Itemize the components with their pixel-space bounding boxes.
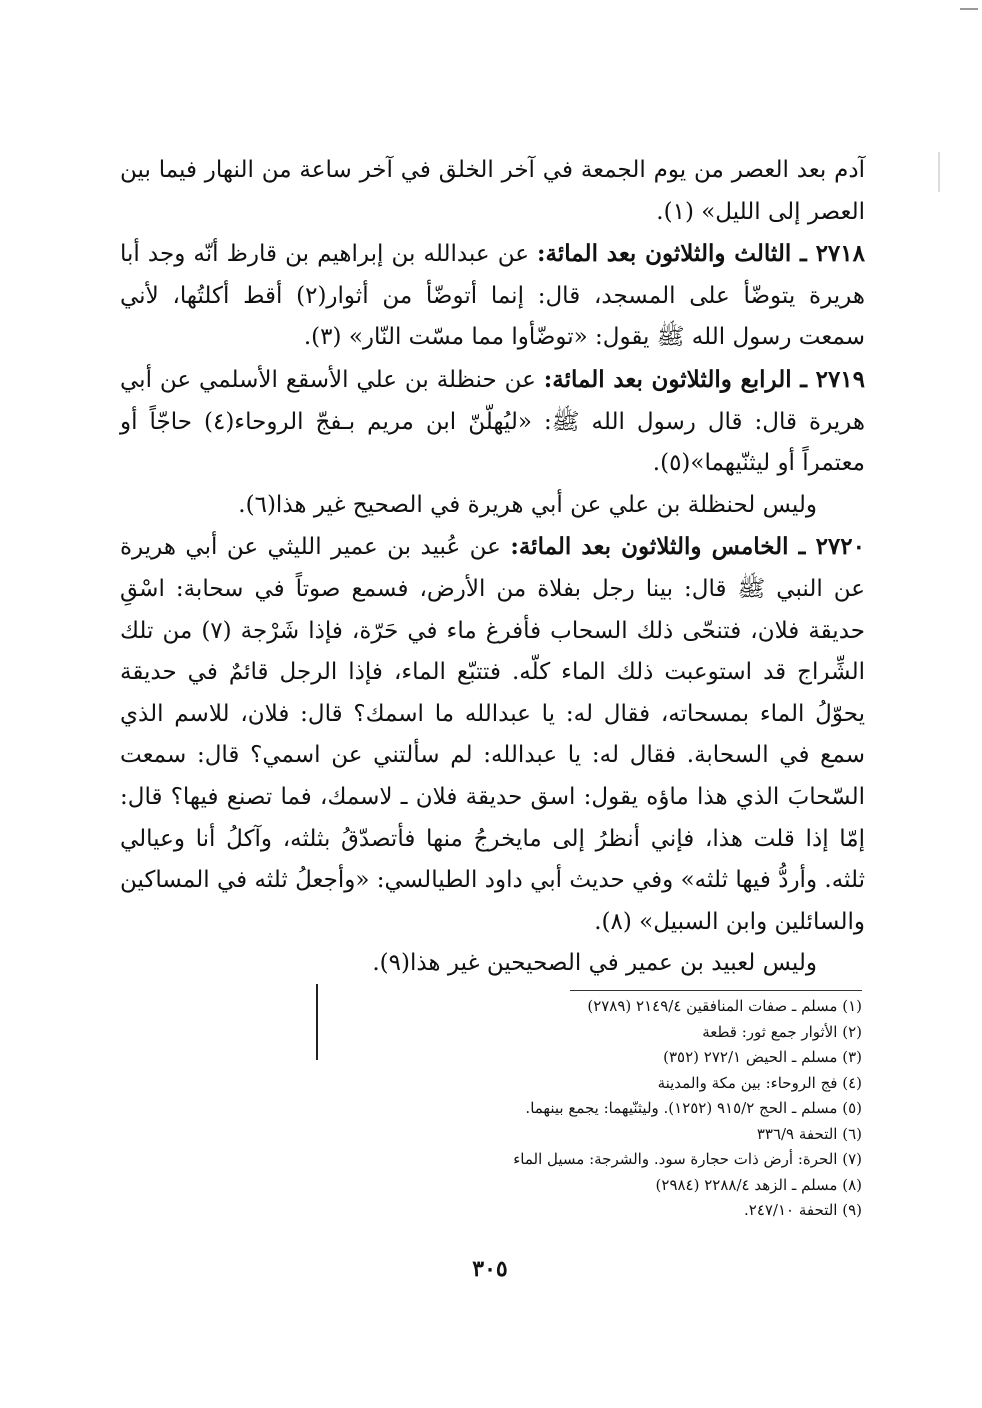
hadith-heading: ٢٧١٩ ـ الرابع والثلاثون بعد المائة: — [543, 365, 866, 393]
footnote: (٤) فج الروحاء: بين مكة والمدينة — [657, 1073, 862, 1092]
note-paragraph: وليس لعبيد بن عمير في الصحيحين غير هذا(٩). — [372, 950, 817, 977]
footnote: (٨) مسلم ـ الزهد ٢٢٨٨/٤ (٢٩٨٤) — [655, 1175, 862, 1194]
footnotes — [420, 994, 862, 1224]
main-text — [120, 150, 865, 985]
footnote: (٦) التحفة ٣٣٦/٩ — [756, 1124, 862, 1143]
footnote: (١) مسلم ـ صفات المنافقين ٢١٤٩/٤ (٢٧٨٩) — [587, 997, 862, 1015]
paragraph-continuation: آدم بعد العصر من يوم الجمعة في آخر الخلق في آخر ساعة من النهار فيما بين العصر إلى الليل» (١). — [120, 157, 865, 225]
footnote: (٧) الحرة: أرض ذات حجارة سود. والشرجة: مسيل الماء — [513, 1150, 862, 1168]
note-paragraph: وليس لحنظلة بن علي عن أبي هريرة في الصحيح غير هذا(٦). — [238, 491, 817, 518]
hadith-heading: ٢٧١٨ ـ الثالث والثلاثون بعد المائة: — [537, 240, 865, 268]
hadith-2719 — [120, 359, 865, 485]
top-edge-mark — [960, 8, 978, 10]
hadith-text: عن حنظلة بن علي الأسقع الأسلمي عن أبي هريرة قال: قال رسول الله ﷺ: «ليُهلّنّ ابن مريم بـفجّ الروحاء(٤) حاجّاً أو معتمراً أو ليثنّيهما»(٥). — [120, 366, 865, 477]
footnote: (٢) الأثوار جمع ثور: قطعة — [702, 1022, 862, 1041]
hadith-heading: ٢٧٢٠ ـ الخامس والثلاثون بعد المائة: — [510, 533, 865, 561]
footnote: (٥) مسلم ـ الحج ٩١٥/٢ (١٢٥٢). وليثنّيهما: يجمع بينهما. — [525, 1099, 862, 1117]
hadith-text: عن عبدالله بن إبراهيم بن قارظ أنّه وجد أبا هريرة يتوضّأ على المسجد، قال: إنما أتوضّأ من أثوار(٢) أقط أكلتُها، لأني سمعت رسول الله ﷺ يقول: «توضّأوا مما مسّت النّار» (٣). — [120, 241, 865, 351]
margin-mark — [938, 152, 940, 192]
margin-line — [316, 984, 318, 1060]
page-number: ٣٠٥ — [472, 1256, 508, 1282]
footnote: (٩) التحفة ٢٤٧/١٠. — [743, 1201, 862, 1219]
hadith-text: عن عُبيد بن عمير الليثي عن أبي هريرة عن النبي ﷺ قال: بينا رجل بفلاة من الأرض، فسمع صوتاً في سحابة: اسْقِ حديقة فلان، فتنحّى ذلك السحاب فأفرغ ماء في حَرّة، فإذا شَرْجة (٧) من تلك الشِّراج قد استوعبت ذلك الماء كلّه. فتتبّع الماء، فإذا الرجل قائمٌ في حديقة يحوّلُ الماء بمسحاته، فقال له: يا عبدالله ما اسمك؟ قال: فلان، للاسم الذي سمع في السحابة. فقال له: يا عبدالله: لم سألتني عن اسمي؟ قال: سمعت السّحابَ الذي هذا ماؤه يقول: اسق حديقة فلان ـ لاسمك، فما تصنع فيها؟ قال: إمّا إذا قلت هذا، فإني أنظرُ إلى مايخرجُ منها فأتصدّقُ بثلثه، وآكلُ أنا وعيالي ثلثه. وأردُّ فيها ثلثه» وفي حديث أبي داود الطيالسي: «وأجعلُ ثلثه في المساكين والسائلين وابن السبيل» (٨). — [120, 534, 866, 935]
hadith-2720 — [120, 526, 865, 943]
footnote: (٣) مسلم ـ الحيض ٢٧٢/١ (٣٥٢) — [663, 1048, 862, 1066]
hadith-2718 — [120, 233, 865, 359]
footnote-separator — [570, 990, 862, 991]
